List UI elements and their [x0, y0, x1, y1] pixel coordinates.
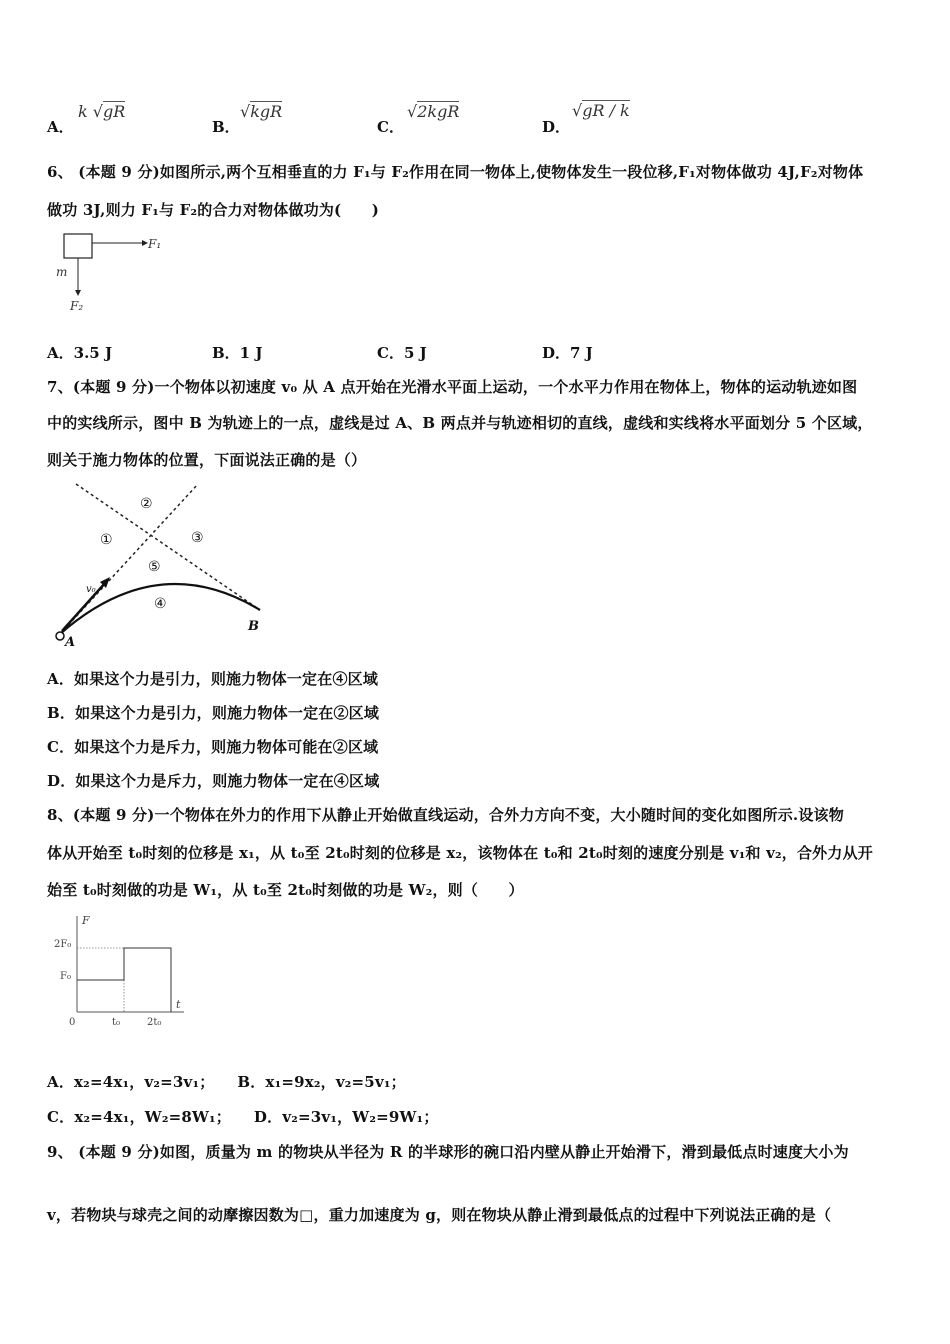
q5-option-a: [47, 116, 74, 137]
region-1-label: ①: [100, 532, 113, 548]
q5-option-d: [542, 116, 570, 137]
formula-radicand: 2kgR: [417, 102, 460, 121]
q7-option-c: C．如果这个力是斥力，则施力物体可能在②区域: [47, 738, 379, 756]
q5-formula-b: [240, 102, 282, 121]
q7-option-a: A．如果这个力是引力，则施力物体一定在④区域: [47, 670, 379, 688]
q6-force-diagram: [50, 228, 180, 320]
q8-stem-line-1: 8、(本题 9 分)一个物体在外力的作用下从静止开始做直线运动，合外力方向不变，大小随时间的变化如图所示.设该物: [47, 806, 844, 824]
q9-stem-line-2: v，若物块与球壳之间的动摩擦因数为□，重力加速度为 g，则在物块从静止滑到最低点的过程中下列说法正确的是（: [47, 1206, 832, 1224]
q5-formula-a: [78, 102, 125, 121]
q7-stem-line-1: 7、(本题 9 分)一个物体以初速度 v₀ 从 A 点开始在光滑水平面上运动，一个水平力作用在物体上，物体的运动轨迹如图: [47, 378, 858, 396]
sqrt-icon: √: [407, 102, 418, 121]
q5-formula-d: [572, 101, 630, 120]
q5-option-label: A．: [47, 118, 74, 136]
q8-force-time-graph: [52, 912, 202, 1032]
q7-stem-line-3: 则关于施力物体的位置，下面说法正确的是（）: [47, 451, 367, 469]
q5-option-c: [377, 116, 404, 137]
q6-option-c: C．5 J: [377, 344, 427, 362]
q6-stem-line-2: 做功 3J,则力 F₁与 F₂的合力对物体做功为( ): [47, 201, 380, 219]
q8-options-row-1: A．x₂=4x₁，v₂=3v₁； B．x₁=9x₂，v₂=5v₁；: [47, 1073, 406, 1091]
q5-option-label: D．: [542, 118, 571, 136]
region-5-label: ⑤: [148, 559, 161, 575]
q5-formula-c: [407, 102, 459, 121]
q7-stem-line-2: 中的实线所示，图中 B 为轨迹上的一点，虚线是过 A、B 两点并与轨迹相切的直线，虚线和实线将水平面划分 5 个区域，: [47, 414, 873, 432]
q6-option-a: A．3.5 J: [47, 344, 113, 362]
q8-options-row-2: C．x₂=4x₁，W₂=8W₁； D．v₂=3v₁，W₂=9W₁；: [47, 1108, 439, 1126]
formula-radicand: kgR: [250, 102, 283, 121]
v0-label: v₀: [86, 584, 96, 595]
formula-prefix: k: [78, 102, 88, 121]
f2-arrowhead: [75, 290, 81, 296]
x-axis-label: t: [176, 998, 181, 1011]
q8-stem-line-2: 体从开始至 t₀时刻的位移是 x₁，从 t₀至 2t₀时刻的位移是 x₂，该物体在 t₀和 2t₀时刻的速度分别是 v₁和 v₂，合外力从开: [47, 844, 873, 862]
y-tick-2f0: 2F₀: [54, 939, 72, 950]
q6-stem-line-1: 6、 (本题 9 分)如图所示,两个互相垂直的力 F₁与 F₂作用在同一物体上,使物体发生一段位移,F₁对物体做功 4J,F₂对物体: [47, 163, 864, 181]
q7-trajectory-diagram: [48, 478, 278, 654]
q8-stem-line-3: 始至 t₀时刻做的功是 W₁，从 t₀至 2t₀时刻做的功是 W₂，则（ ）: [47, 881, 524, 899]
point-a-label: A: [65, 635, 76, 650]
y-axis-label: F: [82, 914, 90, 927]
x-tick-t0: t₀: [112, 1017, 121, 1028]
point-b-label: B: [248, 619, 259, 634]
q5-option-b: [212, 116, 240, 137]
q7-option-d: D．如果这个力是斥力，则施力物体一定在④区域: [47, 772, 380, 790]
region-3-label: ③: [191, 530, 204, 546]
x-tick-2t0: 2t₀: [147, 1017, 162, 1028]
y-tick-f0: F₀: [60, 971, 71, 982]
q6-option-b: B．1 J: [212, 344, 263, 362]
region-4-label: ④: [154, 596, 167, 612]
q5-option-label: B．: [212, 118, 240, 136]
q5-option-label: C．: [377, 118, 404, 136]
block: [64, 234, 92, 258]
q7-option-b: B．如果这个力是引力，则施力物体一定在②区域: [47, 704, 380, 722]
region-2-label: ②: [140, 496, 153, 512]
origin-label: 0: [69, 1017, 76, 1028]
q6-option-d: D．7 J: [542, 344, 593, 362]
point-a-marker: [56, 632, 64, 640]
sqrt-icon: √: [572, 101, 583, 120]
formula-radicand: gR: [103, 102, 126, 121]
sqrt-icon: √: [92, 102, 103, 121]
f2-label: F₂: [70, 299, 84, 313]
sqrt-icon: √: [240, 102, 251, 121]
q9-stem-line-1: 9、 (本题 9 分)如图，质量为 m 的物块从半径为 R 的半球形的碗口沿内壁从静止开始滑下，滑到最低点时速度大小为: [47, 1143, 849, 1161]
f1-label: F₁: [148, 237, 162, 251]
formula-radicand: gR / k: [582, 101, 630, 120]
m-label: m: [56, 265, 68, 279]
